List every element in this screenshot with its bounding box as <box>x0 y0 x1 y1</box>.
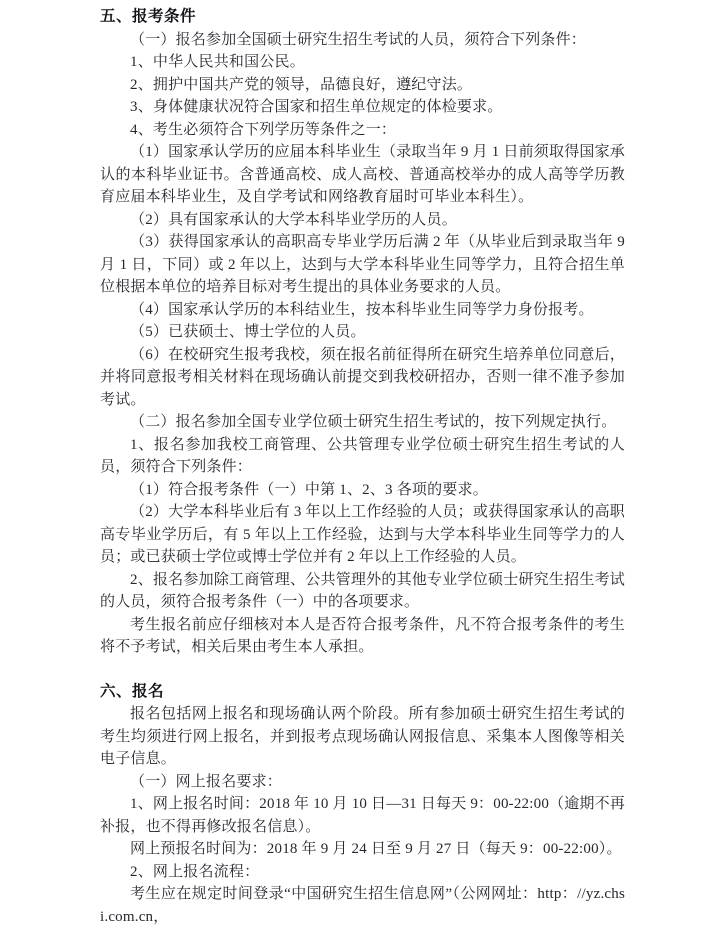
section-heading-five: 五、报考条件 <box>100 6 625 29</box>
paragraph: 网上预报名时间为：2018 年 9 月 24 日至 9 月 27 日（每天 9：00-22:00）。 <box>100 838 625 861</box>
paragraph: （2）大学本科毕业后有 3 年以上工作经验的人员；或获得国家承认的高职高专毕业学历后，有 5 年以上工作经验，达到与大学本科毕业生同等学力的人员；或已获硕士学位或博士学位并有 2 年以上工作经验的人员。 <box>100 501 625 569</box>
paragraph: 1、网上报名时间：2018 年 10 月 10 日—31 日每天 9：00-22:00（逾期不再补报，也不得再修改报名信息）。 <box>100 793 625 838</box>
paragraph: 4、考生必须符合下列学历等条件之一： <box>100 119 625 142</box>
paragraph: （1）国家承认学历的应届本科毕业生（录取当年 9 月 1 日前须取得国家承认的本科毕业证书。含普通高校、成人高校、普通高校举办的成人高等学历教育应届本科毕业生，及自学考试和网络教育届时可毕业本科生）。 <box>100 141 625 209</box>
section-registration <box>100 681 625 928</box>
paragraph: 考生应在规定时间登录“中国研究生招生信息网”（公网网址：http：//yz.chsi.com.cn， <box>100 883 625 928</box>
paragraph: 考生报名前应仔细核对本人是否符合报考条件，凡不符合报考条件的考生将不予考试，相关后果由考生本人承担。 <box>100 614 625 659</box>
paragraph: 1、中华人民共和国公民。 <box>100 51 625 74</box>
paragraph: 1、报名参加我校工商管理、公共管理专业学位硕士研究生招生考试的人员，须符合下列条件： <box>100 434 625 479</box>
paragraph: （一）网上报名要求： <box>100 771 625 794</box>
section-heading-six: 六、报名 <box>100 681 625 704</box>
paragraph: （6）在校研究生报考我校，须在报名前征得所在研究生培养单位同意后，并将同意报考相关材料在现场确认前提交到我校研招办，否则一律不准予参加考试。 <box>100 344 625 412</box>
paragraph: （1）符合报考条件（一）中第 1、2、3 各项的要求。 <box>100 479 625 502</box>
paragraph: 3、身体健康状况符合国家和招生单位规定的体检要求。 <box>100 96 625 119</box>
paragraph: （一）报名参加全国硕士研究生招生考试的人员，须符合下列条件： <box>100 29 625 52</box>
paragraph: （3）获得国家承认的高职高专毕业学历后满 2 年（从毕业后到录取当年 9 月 1 日，下同）或 2 年以上，达到与大学本科毕业生同等学力，且符合招生单位根据本单位的培养目标对考生提出的具体业务要求的人员。 <box>100 231 625 299</box>
paragraph: 2、网上报名流程： <box>100 861 625 884</box>
section-application-requirements <box>100 6 625 659</box>
paragraph: （5）已获硕士、博士学位的人员。 <box>100 321 625 344</box>
paragraph: 报名包括网上报名和现场确认两个阶段。所有参加硕士研究生招生考试的考生均须进行网上报名，并到报考点现场确认网报信息、采集本人图像等相关电子信息。 <box>100 703 625 771</box>
paragraph: 2、拥护中国共产党的领导，品德良好，遵纪守法。 <box>100 74 625 97</box>
paragraph: （4）国家承认学历的本科结业生，按本科毕业生同等学力身份报考。 <box>100 299 625 322</box>
paragraph: （2）具有国家承认的大学本科毕业学历的人员。 <box>100 209 625 232</box>
paragraph: 2、报名参加除工商管理、公共管理外的其他专业学位硕士研究生招生考试的人员，须符合报考条件（一）中的各项要求。 <box>100 569 625 614</box>
paragraph: （二）报名参加全国专业学位硕士研究生招生考试的，按下列规定执行。 <box>100 411 625 434</box>
